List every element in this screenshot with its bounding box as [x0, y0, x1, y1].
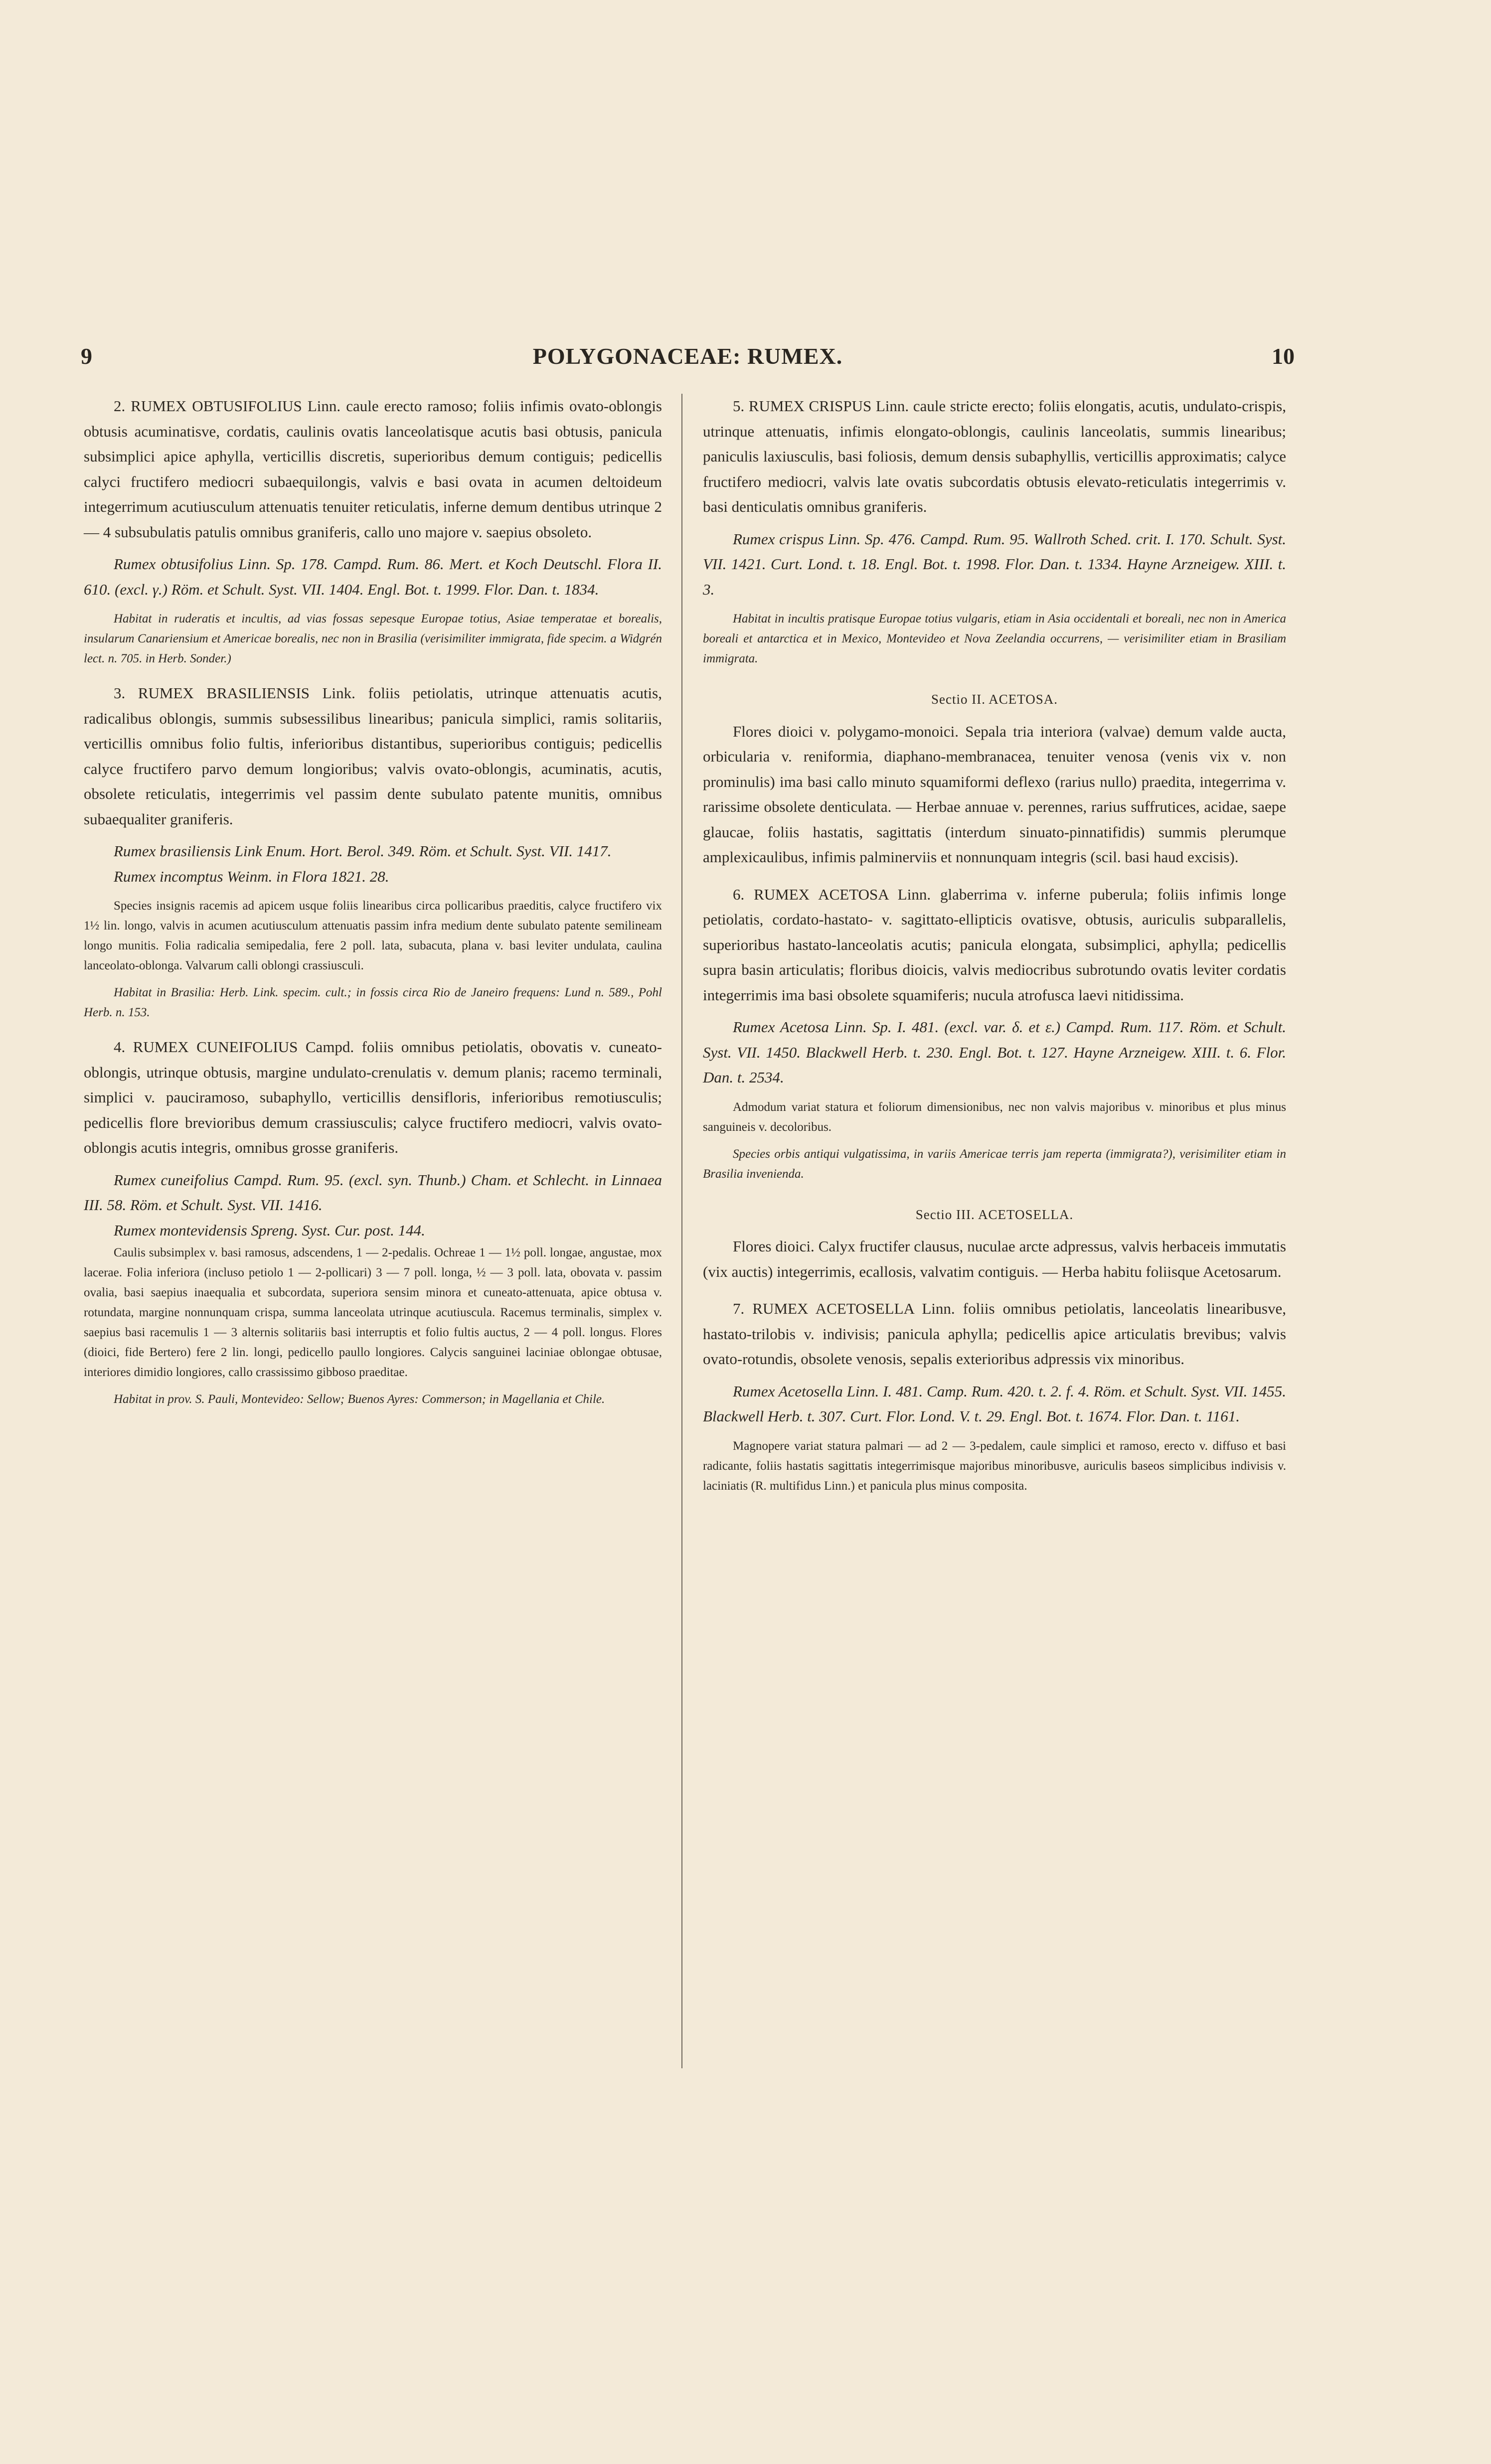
species-description: 3. RUMEX BRASILIENSIS Link. foliis petiolatis, utrinque attenuatis acutis, radicalibus oblongis, summis subsessilibus linearibus; panicula simplici, ramis solitariis, verticillis omnibus folio fultis, inferioribus distantibus, superioribus contiguis; pedicellis calyce fructifero parvo demum longioribus; valvis ovato-oblongis, acuminatis, acutis, obsolete reticulatis, integerrimis vel passim dente subulato patente munitis, omnibus subaequaliter graniferis.: [84, 684, 662, 828]
species-habitat: Species orbis antiqui vulgatissima, in variis Americae terris jam reperta (immigrata?), verisimiliter etiam in Brasilia invenienda.: [703, 1147, 1286, 1181]
column-divider: [681, 394, 682, 2068]
species-description: 4. RUMEX CUNEIFOLIUS Campd. foliis omnibus petiolatis, obovatis v. cuneato-oblongis, utrinque obtusis, margine undulato-crenulatis v. demum planis; racemo terminali, simplici v. pauciramoso, subaphyllo, verticillis densifloris, inferioribus remotiusculis; pedicellis flore brevioribus demum crassiusculis; calyce fructifero mediocri, valvis ovato-oblongis acutis integris, omnibus grosse graniferis.: [84, 1038, 662, 1156]
section-title: Sectio III. ACETOSELLA.: [915, 1207, 1074, 1222]
page-number-left: 9: [81, 343, 92, 369]
species-habitat: Habitat in prov. S. Pauli, Montevideo: Sellow; Buenos Ayres: Commerson; in Magellania et Chile.: [114, 1392, 605, 1406]
right-column: [703, 394, 1286, 1496]
species-habitat: Habitat in ruderatis et incultis, ad vias fossas sepesque Europae totius, Asiae temperatae et borealis, insularum Canariensium et Americae borealis, nec non in Brasilia (verisimiliter immigrata, fide specim. a Widgrén lect. n. 705. in Herb. Sonder.): [84, 612, 662, 665]
species-note: Caulis subsimplex v. basi ramosus, adscendens, 1 — 2-pedalis. Ochreae 1 — 1½ poll. longae, angustae, mox lacerae. Folia inferiora (incluso petiolo 1 — 2-pollicari) 3 — 7 poll. longa, ½ — 3 poll. lata, obovata v. passim ovalia, basi saepius inaequalia et subcordata, superiora sensim minora et cuneato-attenuata, apice obtusa v. rotundata, margine nonnunquam crispa, summa lanceolata utrinque acutiuscula. Racemus terminalis, simplex v. saepius basi racemulis 1 — 3 alternis solitariis basi interruptis et folio fultis auctus, 2 — 4 poll. longus. Flores (dioici, fide Bertero) fere 2 lin. longi, pedicello paullo longiores. Calycis sanguinei laciniae oblongae obtusae, interiores dimidio longiores, callo crassissimo gibboso praeditae.: [84, 1246, 662, 1379]
species-references: Rumex crispus Linn. Sp. 476. Campd. Rum. 95. Wallroth Sched. crit. I. 170. Schult. Syst. VII. 1421. Curt. Lond. t. 18. Engl. Bot. t. 1998. Flor. Dan. t. 1334. Hayne Arzneigew. XIII. t. 3.: [703, 530, 1286, 598]
species-references: Rumex Acetosa Linn. Sp. I. 481. (excl. var. δ. et ε.) Campd. Rum. 117. Röm. et Schult. Syst. VII. 1450. Blackwell Herb. t. 230. Engl. Bot. t. 127. Hayne Arzneigew. XIII. t. 6. Flor. Dan. t. 2534.: [703, 1018, 1286, 1086]
page-number-right: 10: [1272, 343, 1295, 369]
species-description: 5. RUMEX CRISPUS Linn. caule stricte erecto; foliis elongatis, acutis, undulato-crispis, utrinque attenuatis, infimis elongato-oblongis, caulinis lanceolatis, summis linearibus; paniculis laxiusculis, basi foliosis, demum densis subaphyllis, verticillis approximatis; calyce fructifero mediocri, valvis late ovatis subcordatis obtusis elevato-reticulatis integerrimis v. basi denticulatis omnibus graniferis.: [703, 397, 1286, 515]
section-description: Flores dioici. Calyx fructifer clausus, nuculae arcte adpressus, valvis herbaceis immutatis (vix auctis) integerrimis, ecallosis, valvatim contiguis. — Herba habitu foliisque Acetosarum.: [703, 1237, 1286, 1280]
species-habitat: Habitat in Brasilia: Herb. Link. specim. cult.; in fossis circa Rio de Janeiro frequens: Lund n. 589., Pohl Herb. n. 153.: [84, 986, 662, 1019]
species-references: Rumex Acetosella Linn. I. 481. Camp. Rum. 420. t. 2. f. 4. Röm. et Schult. Syst. VII. 1455. Blackwell Herb. t. 307. Curt. Flor. Lond. V. t. 29. Engl. Bot. t. 1674. Flor. Dan. t. 1161.: [703, 1382, 1286, 1425]
left-column: [84, 394, 662, 1409]
species-habitat: Habitat in incultis pratisque Europae totius vulgaris, etiam in Asia occidentali et boreali, nec non in America boreali et antarctica et in Mexico, Montevideo et Nova Zeelandia occurrens, — verisimiliter etiam in Brasiliam immigrata.: [703, 612, 1286, 665]
species-description: 7. RUMEX ACETOSELLA Linn. foliis omnibus petiolatis, lanceolatis linearibusve, hastato-trilobis v. indivisis; panicula aphylla; pedicellis apice articulatis brevibus; valvis ovato-rotundis, obsolete venosis, sepalis exterioribus adpressis vix minoribus.: [703, 1300, 1286, 1368]
species-note: Admodum variat statura et foliorum dimensionibus, nec non valvis majoribus v. minoribus et plus minus sanguineis v. decoloribus.: [703, 1100, 1286, 1134]
species-note: Species insignis racemis ad apicem usque foliis linearibus circa pollicaribus praeditis, calyce fructifero vix 1½ lin. longo, valvis in acumen acutiusculum attenuatis passim infra medium dente subulato patente semilineam longo munitis. Folia radicalia semipedalia, fere 2 poll. lata, subacuta, plana v. basi leviter undulata, caulina lanceolato-oblonga. Valvarum calli oblongi crassiusculi.: [84, 899, 662, 972]
section-title: Sectio II. ACETOSA.: [931, 692, 1058, 707]
species-references: Rumex cuneifolius Campd. Rum. 95. (excl. syn. Thunb.) Cham. et Schlecht. in Linnaea III. 58. Röm. et Schult. Syst. VII. 1416.: [84, 1171, 662, 1214]
species-description: 6. RUMEX ACETOSA Linn. glaberrima v. inferne puberula; foliis infimis longe petiolatis, cordato-hastato- v. sagittato-ellipticis ovatisve, obtusis, auriculis subparallelis, superioribus hastato-lanceolatis acutis; panicula elongata, subsimplici, aphylla; pedicellis supra basin articulatis; floribus dioicis, valvis mediocribus subrotundo ovatis leviter cordatis integerrimis ima basi obsolete squamiferis; nucula atrofusca laevi nitidissima.: [703, 885, 1286, 1004]
species-synonym: Rumex montevidensis Spreng. Syst. Cur. post. 144.: [114, 1221, 425, 1239]
species-synonym: Rumex incomptus Weinm. in Flora 1821. 28.: [114, 867, 389, 885]
species-note: Magnopere variat statura palmari — ad 2 — 3-pedalem, caule simplici et ramoso, erecto v. diffuso et basi radicante, foliis hastatis sagittatis integerrimisque majoribus minoribusve, auriculis baseos simplicibus indivisis v. laciniatis (R. multifidus Linn.) et panicula plus minus composita.: [703, 1439, 1286, 1493]
species-references: Rumex brasiliensis Link Enum. Hort. Berol. 349. Röm. et Schult. Syst. VII. 1417.: [114, 842, 612, 860]
page-header: [81, 343, 1295, 378]
running-title: POLYGONACEAE: RUMEX.: [532, 343, 843, 369]
section-description: Flores dioici v. polygamo-monoici. Sepala tria interiora (valvae) demum valde aucta, orbicularia v. reniformia, diaphano-membranacea, tenuiter venosa (venis vix v. non prominulis) ima basi callo minuto squamiformi deflexo (rarius nullo) praedita, integerrima v. rarissime obsolete denticulata. — Herbae annuae v. perennes, rarius suffrutices, acidae, saepe glaucae, foliis hastatis, sagittatis (interdum sinuato-pinnatifidis) summis plerumque amplexicaulibus, infimis palminerviis et nonnunquam integris (scil. basi haud excisis).: [703, 722, 1286, 866]
species-description: 2. RUMEX OBTUSIFOLIUS Linn. caule erecto ramoso; foliis infimis ovato-oblongis obtusis acuminatisve, cordatis, caulinis ovatis lanceolatisque acutis basi obtusis, panicula subsimplici apice aphylla, verticillis discretis, superioribus demum contiguis; pedicellis calyci fructifero mediocri subaequilongis, valvis e basi ovata in acumen deltoideum integerrimum acutiusculum attenuatis tenuiter reticulatis, inferne demum dentibus utrinque 2 — 4 subsubulatis patulis omnibus graniferis, callo uno majore v. saepius obsoleto.: [84, 397, 662, 541]
species-references: Rumex obtusifolius Linn. Sp. 178. Campd. Rum. 86. Mert. et Koch Deutschl. Flora II. 610. (excl. γ.) Röm. et Schult. Syst. VII. 1404. Engl. Bot. t. 1999. Flor. Dan. t. 1834.: [84, 555, 662, 598]
